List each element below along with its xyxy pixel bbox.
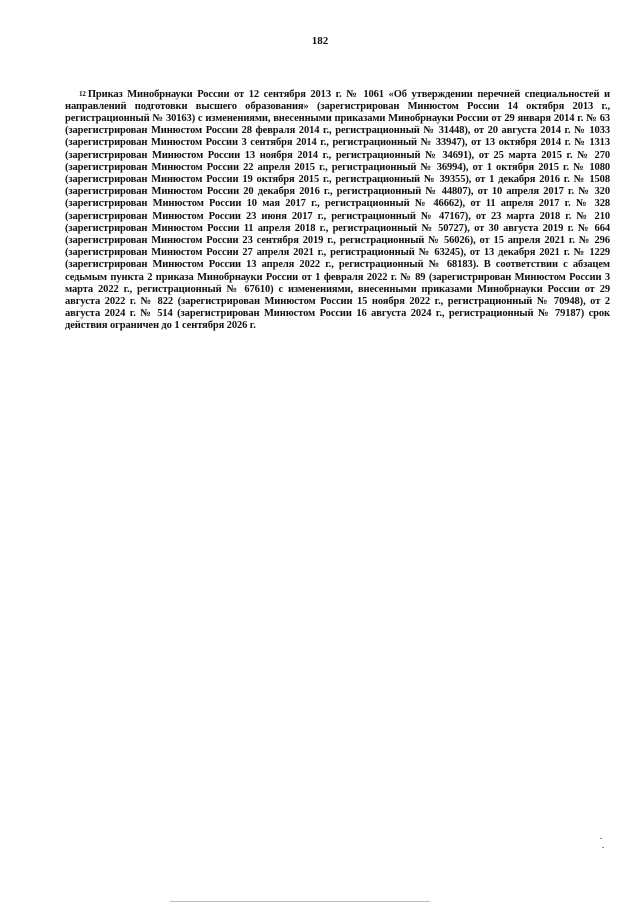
scan-speck — [602, 847, 604, 848]
scan-edge-line — [170, 901, 430, 902]
footnote-marker: 12 — [79, 89, 86, 98]
footnote-text: Приказ Минобрнауки России от 12 сентября 2013 г. № 1061 «Об утверждении перечней специальностей и направлений подготовки высшего образования» (зарегистрирован Минюстом России 14 октября 2013 г., регистрационный № 30163) с изменениями, внесенными приказами Минобрнауки России от 29 января 2014 г. № 63 (зарегистрирован Минюстом России 28 февраля 2014 г., регистрационный № 31448), от 20 августа 2014 г. № 1033 (зарегистрирован Минюстом России 3 сентября 2014 г., регистрационный № 33947), от 13 октября 2014 г. № 1313 (зарегистрирован Минюстом России 13 ноября 2014 г., регистрационный № 34691), от 25 марта 2015 г. № 270 (зарегистрирован Минюстом России 22 апреля 2015 г., регистрационный № 36994), от 1 октября 2015 г. № 1080 (зарегистрирован Минюстом России 19 октября 2015 г., регистрационный № 39355), от 1 декабря 2016 г. № 1508 (зарегистрирован Минюстом России 20 декабря 2016 г., регистрационный № 44807), от 10 апреля 2017 г. № 320 (зарегистрирован Минюстом России 10 мая 2017 г., регистрационный № 46662), от 11 апреля 2017 г. № 328 (зарегистрирован Минюстом России 23 июня 2017 г., регистрационный № 47167), от 23 марта 2018 г. № 210 (зарегистрирован Минюстом России 11 апреля 2018 г., регистрационный № 50727), от 30 августа 2019 г. № 664 (зарегистрирован Минюстом России 23 сентября 2019 г., регистрационный № 56026), от 15 апреля 2021 г. № 296 (зарегистрирован Минюстом России 27 апреля 2021 г., регистрационный № 63245), от 13 декабря 2021 г. № 1229 (зарегистрирован Минюстом России 13 апреля 2022 г., регистрационный № 68183). В соответствии с абзацем седьмым пункта 2 приказа Минобрнауки России от 1 февраля 2022 г. № 89 (зарегистрирован Минюстом России 3 марта 2022 г., регистрационный № 67610) с изменениями, внесенными приказами Минобрнауки России от 29 августа 2022 г. № 822 (зарегистрирован Минюстом России 15 ноября 2022 г., регистрационный № 70948), от 2 августа 2024 г. № 514 (зарегистрирован Минюстом России 16 августа 2024 г., регистрационный № 79187) срок действия ограничен до 1 сентября 2026 г. — [65, 88, 610, 332]
page-number: 182 — [311, 35, 329, 47]
scan-speck — [600, 838, 602, 839]
footnote — [65, 89, 610, 333]
